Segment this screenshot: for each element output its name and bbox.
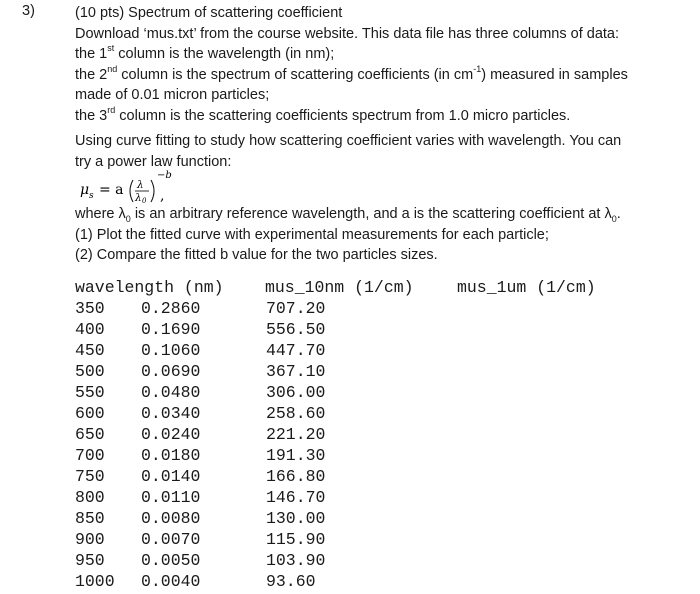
cell-mus-10nm: 0.1690	[141, 320, 201, 339]
cell-wavelength: 950	[75, 551, 105, 570]
table-row	[75, 466, 635, 487]
header-wavelength: wavelength (nm)	[75, 278, 224, 297]
header-mus-10nm: mus_10nm (1/cm)	[265, 278, 414, 297]
cell-mus-10nm: 0.0040	[141, 572, 201, 591]
fit-line-2: try a power law function:	[75, 153, 232, 170]
cell-mus-10nm: 0.0080	[141, 509, 201, 528]
cell-mus-1um: 447.70	[266, 341, 326, 360]
cell-wavelength: 850	[75, 509, 105, 528]
table-body	[75, 298, 635, 592]
formula-right-paren	[151, 180, 154, 202]
col1-text-pre: the 1	[75, 46, 108, 62]
cell-mus-10nm: 0.0240	[141, 425, 201, 444]
col2-unit-exponent: -1	[473, 63, 482, 74]
cell-mus-1um: 707.20	[266, 299, 326, 318]
col2-text-mid: column is the spectrum of scattering coefficients (in cm	[117, 66, 474, 83]
table-row	[75, 550, 635, 571]
question-number: 3)	[22, 3, 35, 19]
cell-wavelength: 1000	[75, 572, 115, 591]
formula-svg	[80, 172, 300, 206]
cell-mus-10nm: 0.0480	[141, 383, 201, 402]
col3-ordinal: rd	[107, 104, 116, 115]
formula-trailing-comma: ,	[160, 188, 165, 204]
where-line	[75, 204, 675, 225]
formula-denominator-sub: 0	[142, 197, 147, 205]
formula-denominator: λ	[135, 192, 142, 204]
col2-text-pre: the 2	[75, 66, 108, 83]
cell-mus-10nm: 0.2860	[141, 299, 201, 318]
where-pre: where λ	[75, 206, 126, 222]
cell-mus-10nm: 0.0070	[141, 530, 201, 549]
cell-mus-1um: 103.90	[266, 551, 326, 570]
question-title: (10 pts) Spectrum of scattering coefficient	[75, 5, 343, 21]
formula-numerator: λ	[137, 179, 144, 191]
formula-explanation-and-tasks	[75, 204, 675, 266]
column2-continuation: made of 0.01 micron particles;	[75, 87, 270, 103]
col3-text-post: column is the scattering coefficients spectrum from 1.0 micro particles.	[115, 107, 571, 124]
cell-mus-10nm: 0.0180	[141, 446, 201, 465]
col2-text-post: ) measured in samples	[481, 66, 628, 83]
column3-description	[75, 106, 675, 127]
cell-wavelength: 500	[75, 362, 105, 381]
where-mid: is an arbitrary reference wavelength, and a is the scattering coefficient at λ	[130, 206, 612, 222]
col1-ordinal: st	[107, 43, 115, 54]
cell-wavelength: 700	[75, 446, 105, 465]
table-row	[75, 361, 635, 382]
cell-mus-1um: 130.00	[266, 509, 326, 528]
cell-mus-1um: 221.20	[266, 425, 326, 444]
table-header	[75, 277, 635, 298]
header-mus-1um: mus_1um (1/cm)	[457, 278, 596, 297]
where-lambda0-sub-2: 0	[611, 213, 617, 224]
formula-exponent: −b	[157, 170, 172, 181]
cell-mus-10nm: 0.0050	[141, 551, 201, 570]
col3-text-pre: the 3	[75, 107, 108, 124]
cell-mus-10nm: 0.0690	[141, 362, 201, 381]
table-row	[75, 298, 635, 319]
cell-wavelength: 650	[75, 425, 105, 444]
cell-wavelength: 400	[75, 320, 105, 339]
intro-line: Download ‘mus.txt’ from the course website. This data file has three columns of data:	[75, 25, 620, 42]
table-row	[75, 424, 635, 445]
cell-wavelength: 450	[75, 341, 105, 360]
table-row	[75, 571, 635, 592]
fit-line-1: Using curve fitting to study how scattering coefficient varies with wavelength. You can	[75, 133, 622, 149]
data-table	[75, 277, 635, 592]
cell-mus-1um: 258.60	[266, 404, 326, 423]
cell-wavelength: 800	[75, 488, 105, 507]
column2-description	[75, 65, 675, 86]
table-row	[75, 403, 635, 424]
cell-mus-1um: 115.90	[266, 530, 326, 549]
cell-wavelength: 600	[75, 404, 105, 423]
formula-left-paren	[130, 180, 133, 202]
cell-mus-10nm: 0.1060	[141, 341, 201, 360]
cell-mus-10nm: 0.0340	[141, 404, 201, 423]
table-row	[75, 508, 635, 529]
formula-equals-a: = a	[99, 182, 124, 198]
table-row	[75, 382, 635, 403]
cell-mus-10nm: 0.0140	[141, 467, 201, 486]
power-law-formula	[80, 172, 300, 206]
formula-mu-sub: s	[89, 191, 94, 201]
table-row	[75, 340, 635, 361]
cell-mus-1um: 306.00	[266, 383, 326, 402]
cell-mus-1um: 146.70	[266, 488, 326, 507]
table-row	[75, 529, 635, 550]
col1-text-post: column is the wavelength (in nm);	[114, 46, 335, 62]
formula-mu: μ	[80, 182, 90, 198]
cell-mus-1um: 93.60	[266, 572, 316, 591]
curve-fitting-instructions	[75, 131, 675, 172]
table-row	[75, 445, 635, 466]
cell-mus-1um: 191.30	[266, 446, 326, 465]
cell-mus-1um: 166.80	[266, 467, 326, 486]
cell-mus-1um: 367.10	[266, 362, 326, 381]
cell-wavelength: 750	[75, 467, 105, 486]
task-2: (2) Compare the fitted b value for the two particles sizes.	[75, 247, 438, 263]
cell-mus-1um: 556.50	[266, 320, 326, 339]
question-description	[75, 3, 675, 126]
task-1: (1) Plot the fitted curve with experimental measurements for each particle;	[75, 226, 549, 243]
col2-ordinal: nd	[107, 63, 118, 74]
table-row	[75, 487, 635, 508]
column1-description	[75, 44, 675, 65]
cell-mus-10nm: 0.0110	[141, 488, 201, 507]
cell-wavelength: 900	[75, 530, 105, 549]
where-lambda0-sub: 0	[125, 213, 131, 224]
where-end: .	[616, 206, 621, 222]
cell-wavelength: 350	[75, 299, 105, 318]
table-row	[75, 319, 635, 340]
cell-wavelength: 550	[75, 383, 105, 402]
